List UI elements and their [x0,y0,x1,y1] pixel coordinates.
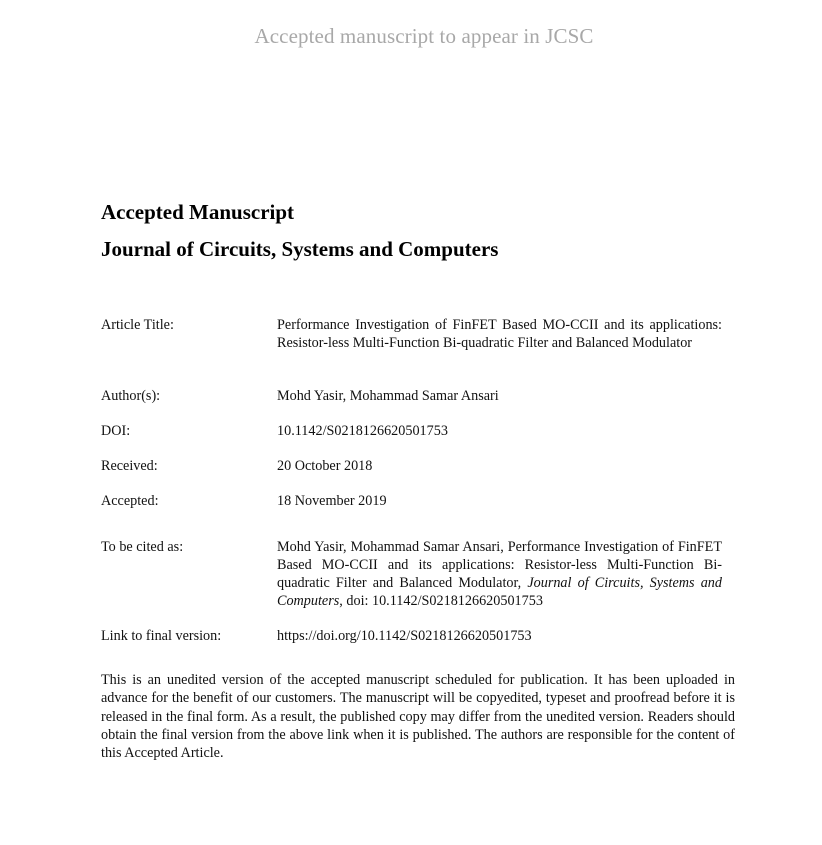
accepted-value: 18 November 2019 [277,493,387,509]
cite-journal: Journal of Circuits, Systems and Computers [277,575,722,609]
doi-label: DOI: [101,423,131,439]
article-title-value: Performance Investigation of FinFET Based MO-CCII and its applications: Resistor-less Multi-Function Bi-quadratic Filter and Balanced Modulator [277,317,722,351]
journal-title: Journal of Circuits, Systems and Computers [101,237,499,261]
received-value: 20 October 2018 [277,458,373,474]
doi-value: 10.1142/S0218126620501753 [277,423,448,439]
manuscript-heading: Accepted Manuscript [101,200,295,224]
authors-label: Author(s): [101,388,161,404]
cite-label: To be cited as: [101,539,184,555]
authors-value: Mohd Yasir, Mohammad Samar Ansari [277,388,499,404]
cite-suffix: , doi: 10.1142/S0218126620501753 [339,593,543,609]
watermark-text: Accepted manuscript to appear in JCSC [254,24,594,48]
received-label: Received: [101,458,158,474]
cite-value [277,538,722,610]
cite-prefix: Mohd Yasir, Mohammad Samar Ansari, Performance Investigation of FinFET Based MO-CCII and its applications: Resistor-less Multi-Function Bi-quadratic Filter and Balanced Modulator, [277,539,722,591]
article-title-label: Article Title: [101,317,174,333]
link-label: Link to final version: [101,628,222,644]
final-version-link[interactable]: https://doi.org/10.1142/S0218126620501753 [277,628,532,644]
disclaimer-paragraph: This is an unedited version of the accepted manuscript scheduled for publication. It has been uploaded in advance for the benefit of our customers. The manuscript will be copyedited, typeset and proofread before it is released in the final form. As a result, the published copy may differ from the unedited version. Readers should obtain the final version from the above link when it is published. The authors are responsible for the content of this Accepted Article. [101,672,735,762]
accepted-label: Accepted: [101,493,159,509]
